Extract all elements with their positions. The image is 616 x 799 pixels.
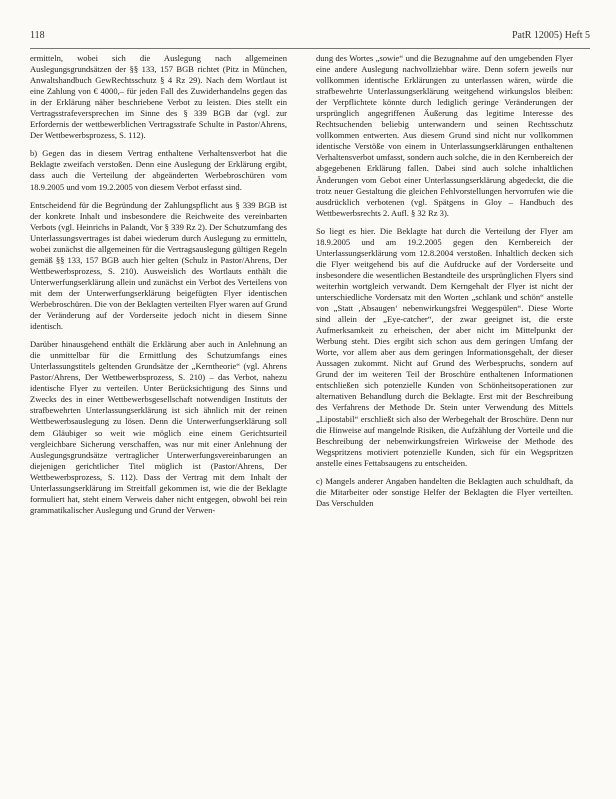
journal-reference: PatR 12005) Heft 5 [511, 30, 590, 41]
page-number: 118 [30, 30, 45, 41]
paragraph: Entscheidend für die Begründung der Zahlungspflicht aus § 339 BGB ist der konkrete Inhalt und insbesondere die Reichweite des vereinbarten Verbots (vgl. Heinrichs in Palandt, Vor § 339 Rz 2). Der Schutzumfang des Unterlassungsvertrages ist dabei wiederum durch Auslegung zu ermitteln, wobei zunächst die allgemeinen für die Vertragsauslegung gültigen Regeln gemäß §§ 133, 157 BGB auch hier gelten (Schulz in Pastor/Ahrens, Der Wettbewerbsprozess, S. 210). Ausweislich des Wortlauts enthält die Unterwerfungserklärung allein und zunächst ein Verbot des Verteilens von mit dem der Unterwerfungserklärung beigefügten Flyer identischen Werbebroschüren. Die von der Beklagten verteilten Flyer waren auf Grund der Veränderung auf der Vorderseite jedoch nicht in diesem Sinne identisch. [30, 199, 287, 332]
paragraph: c) Mangels anderer Angaben handelten die Beklagten auch schuldhaft, da die Mitarbeiter oder sonstige Helfer der Beklagten die Flyer verteilten. Das Verschulden [316, 475, 573, 508]
right-column [316, 53, 573, 516]
page-header [30, 30, 590, 48]
paragraph: Darüber hinausgehend enthält die Erklärung aber auch in Anlehnung an die unmittelbar für die Ermittlung des Schutzumfangs eines Unterlassungstitels geltenden Grundsätze der „Kerntheorie“ (vgl. Ahrens Pastor/Ahrens, Der Wettbewerbsprozess, S. 210) – das Verbot, nahezu identische Flyer zu verteilen. Unter Berücksichtigung des Sinns und Zwecks des in einer Wettbewerbsgesellschaft notwendigen Instituts der strafbewehrten Unterlassungserklärung ist sich ähnlich mit der reinen Wettbewerbsauslegung zu lösen. Denn die Unterwerfungserklärung soll dem Gläubiger so weit wie möglich eine einem Gerichtsurteil vergleichbare Sicherung verschaffen, was nur mit einer Anlehnung der Auslegungsgrundsätze vertraglicher Unterwerfungsvereinbarungen an diejenigen gerichtlicher Titel möglich ist (Pastor/Ahrens, Der Wettbewerbsprozess, S. 112). Dass der Vertrag mit dem Inhalt der Unterlassungserklärung im Streitfall gekommen ist, wie die der Beklagte formuliert hat, steht einem Verweis daher nicht entgegen, obwohl bei rein grammatikalischer Auslegung und Grund der Verwen- [30, 339, 287, 515]
header-rule [30, 48, 590, 49]
paragraph: b) Gegen das in diesem Vertrag enthaltene Verhaltensverbot hat die Beklagte zweifach verstoßen. Denn eine Auslegung der Erklärung ergibt, dass auch die Verteilung der abgeänderten Werbebroschüren vom 18.9.2005 und vom 19.2.2005 von diesem Verbot erfasst sind. [30, 148, 287, 192]
paragraph: So liegt es hier. Die Beklagte hat durch die Verteilung der Flyer am 18.9.2005 und am 19.2.2005 gegen den Kernbereich der Unterlassungserklärung vom 12.8.2004 verstoßen. Inhaltlich decken sich die Flyer weitgehend bis auf die Aufdrucke auf der Vorderseite und insbesondere die wesentlichen Bestandteile des ursprünglichen Flyers sind weiterhin wortgleich verwandt. Dem Kerngehalt der Flyer ist nicht der unterschiedliche Vordersatz mit den Worten „schlank und schön“ anstelle von „Statt ‚Absaugen‘ nebenwirkungsfrei Weggespülen“. Diese Worte sind allein der „Eye-catcher“, der zwar geeignet ist, die erste Aufmerksamkeit zu erheischen, der aber nicht im Mittelpunkt der Werbung steht. Dies ergibt sich schon aus dem geringen Umfang der Worte, vor allem aber aus dem geringen Informationsgehalt, der dieser Aussagen zukommt. Nicht auf Grund des Werbespruchs, sondern auf Grund der im weiteren Teil der Broschüre enthaltenen Informationen entschließen sich potenzielle Kunden von Schönheitsoperationen zur alternativen Behandlung durch die Beklagte. Erst mit der Beschreibung des Verfahrens der Methode Dr. Stein unter Verwendung des Mittels „Lipostabil“ erschließt sich also der Werbegehalt der Broschüre. Denn nur die Hinweise auf mangelnde Risiken, die Aufzählung der Vorteile und die Beschreibung der nebenwirkungsfreien Wirkweise der Methode des Wegspritzens motiviert potenzielle Kunden, sich für ein Wegspritzen anstelle eines Fettabsaugens zu entscheiden. [316, 225, 573, 468]
paragraph: ermitteln, wobei sich die Auslegung nach allgemeinen Auslegungsgrundsätzen der §§ 133, 157 BGB richtet (Pitz in München, Anwaltshandbuch GewRechtsschutz § 4 Rz 29). Nach dem Wortlaut ist eine Zahlung von € 4000,– für jeden Fall des Zuwiderhandelns gegen das in der Erklärung näher beschriebene Verbot zu leisten. Dies stellt ein Vertragsstrafeversprechen im Sinne des § 339 BGB dar (vgl. zur Erfordernis der wettbewerblichen Vertragsstrafe Schulte in Pastor/Ahrens, Der Wettbewerbsprozess, S. 112). [30, 53, 287, 141]
paragraph: dung des Wortes „sowie“ und die Bezugnahme auf den umgebenden Flyer eine andere Auslegung nachvollziehbar wäre. Denn sofern jeweils nur vollkommen identische Erklärungen zu unterlassen wären, würde die strafbewehrte Unterlassungserklärung weitgehend wirkungslos bleiben: der Verpflichtete könnte durch lediglich geringe Veränderungen der ursprünglich angegriffenen Äußerung das legitime Interesse des Rechtsuchenden beliebig unterwandern und seinen Rechtsschutz vollkommen entwerten. Aus diesem Grund sind nicht nur vollkommen identische Verstöße von einem in Unterlassungserklärungen enthaltenen Verhaltensverbot umfasst, sondern auch solche, die in den Kernbereich der abgegebenen Erklärung fallen. Dabei sind auch solche inhaltlichen Änderungen vom Gebot einer Unterlassungserklärung abgedeckt, die die trotz neuer Gestaltung die gleichen Fehlvorstellungen hervorrufen wie die ausdrücklich verbotenen (vgl. Spätgens in Gloy – Handbuch des Wettbewerbsrechts 2. Aufl. § 32 Rz 3). [316, 53, 573, 218]
left-column [30, 53, 287, 523]
